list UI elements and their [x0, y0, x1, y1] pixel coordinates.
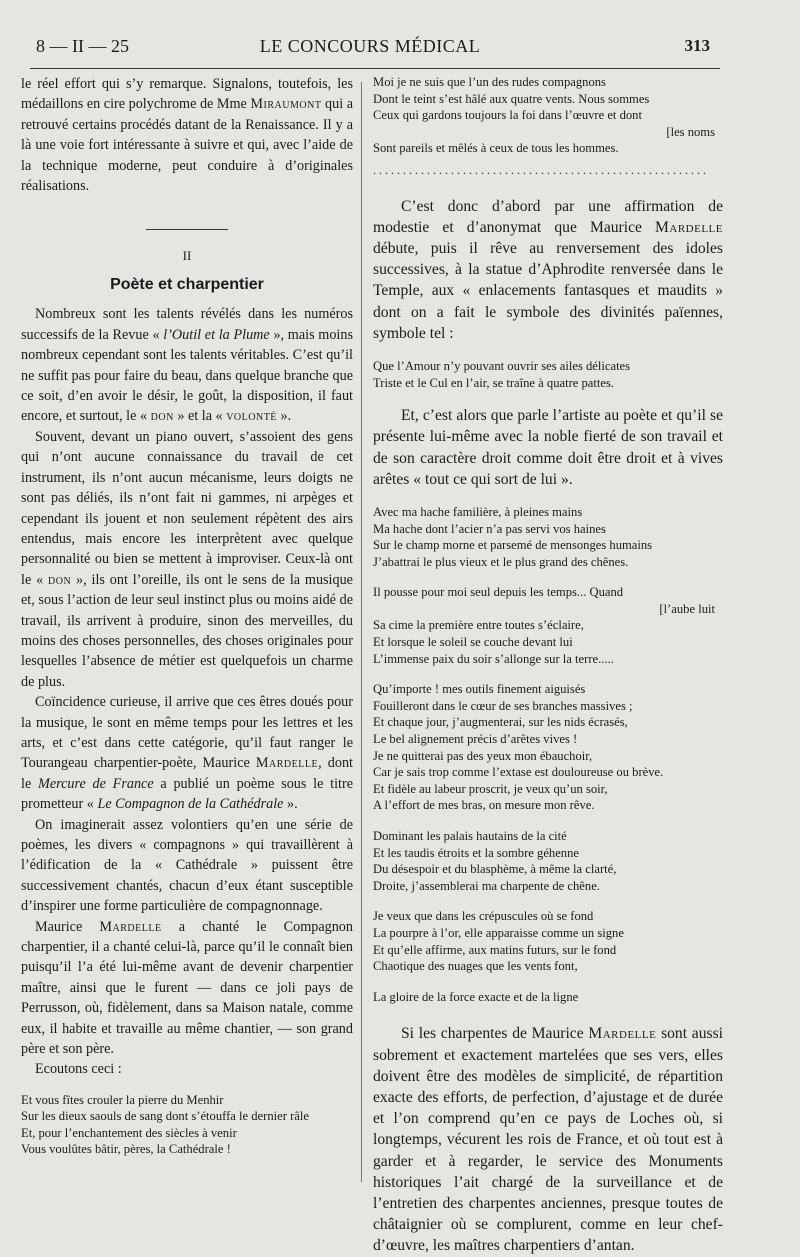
verse-line: Et qu’elle affirme, aux matins futurs, sur le fond: [373, 942, 617, 957]
section-title: Poète et charpentier: [110, 276, 264, 294]
verse-menhir: [21, 1092, 353, 1158]
verse-line: Fouilleront dans le cœur de ses branches massives ;: [373, 698, 633, 713]
verse-line: Le bel alignement précis d’arêtes vives !: [373, 732, 578, 747]
verse-line: Du désespoir et du blasphème, à même la clarté,: [373, 862, 617, 877]
issue-date: 8 — II — 25: [36, 36, 129, 56]
verse-gloire: La gloire de la force exacte et de la ligne: [373, 989, 579, 1004]
paragraph-piano: Souvent, devant un piano ouvert, s’assoient des gens qui n’ont aucune connaissance du travail de cet instrument, ils n’ont aucun mécanisme, leurs doigts ne sont pas déliés, ils n’ont fait ni gammes, ni arpèges et cependant ils jouent et non seulement répètent des airs entendus, mais encore les interprètent avec quelque personnalité ou bien se mettent à improviser. Ceux-là ont le « don », ils ont l’oreille, ils ont le sens de la musique et, sous l’action de leur seul instinct plus ou moins aidé de travail, ils arrivent à produire, sinon des merveilles, du moins des choses personnelles, des choses originales pour lesquelles l’absence de métier est quelquefois un charme de plus.: [21, 428, 353, 690]
verse-line: Droite, j’assemblerai ma charpente de chêne.: [373, 878, 600, 893]
verse-line: Et fidèle au labeur proscrit, je veux qu’un soir,: [373, 781, 608, 796]
verse-line: Avec ma hache familière, à pleines mains: [373, 504, 583, 519]
right-column: [373, 74, 723, 1257]
verse-aube: [373, 584, 723, 667]
paragraph-modestie: C’est donc d’abord par une affirmation de modestie et d’anonymat que Maurice Mardelle débute, puis il rêve au renversement des idoles successives, à la statue d’Aphrodite renversée dans le Temple, aux « enlacements fantasques et maudits » dont on a fait le symbole des divinités païennes, symbole tel :: [373, 197, 723, 342]
verse-line: Ma hache dont l’acier n’a pas servi vos haines: [373, 521, 606, 536]
journal-title: LE CONCOURS MÉDICAL: [259, 36, 481, 56]
verse-cite: [373, 828, 723, 894]
verse-line: J’abattrai le plus vieux et le plus grand des chênes.: [373, 554, 629, 569]
verse-line: L’immense paix du soir s’allonge sur la terre.....: [373, 651, 614, 666]
section-separator: [146, 229, 228, 230]
ellipsis-rule: ........................................................: [373, 162, 709, 177]
verse-line-continuation: [l’aube luit: [659, 601, 715, 616]
verse-line: Et lorsque le soleil se couche devant lui: [373, 635, 573, 650]
verse-compagnons: [373, 74, 723, 157]
page-header: [30, 36, 710, 60]
verse-crepuscules: [373, 908, 723, 974]
verse-line: Ceux qui gardons toujours la foi dans l’œuvre et dont: [373, 108, 642, 122]
verse-line: Sont pareils et mêlés à ceux de tous les hommes.: [373, 141, 619, 155]
paragraph-coincidence: Coïncidence curieuse, il arrive que ces êtres doués pour la musique, le sont en même temps pour les lettres et les arts, et c’est dans cette catégorie, qu’il faut ranger le Tourangeau charpentier-poète, Maurice Mardelle, dont le Mercure de France a publié un poème sous le titre prometteur « Le Compagnon de la Cathédrale ».: [21, 694, 353, 813]
verse-line: La pourpre à l’or, elle apparaisse comme un signe: [373, 925, 624, 940]
paragraph-medaillons: le réel effort qui s’y remarque. Signalons, toutefois, les médaillons en cire polychrome de Mme Miraumont qui a retrouvé certains procédés datant de la Renaissance. Il y a là une voie fort intéressante à suivre et qui, avec l’aide de la technique moderne, peut conduire à d’originales réalisations.: [21, 76, 353, 195]
paragraph-compagnons: On imaginerait assez volontiers qu’en une série de poèmes, les divers « compagnons » qui travaillèrent à l’édification de la « Cathédrale » puissent être successivement chantés, chacun d’eux étant susceptible d’inspirer une forme particulière de compagnonnage.: [21, 816, 353, 915]
verse-line: Et vous fîtes crouler la pierre du Menhir: [21, 1092, 224, 1107]
verse-line: Sur le champ morne et parsemé de mensonges humains: [373, 538, 653, 553]
section-number: II: [182, 248, 192, 264]
verse-line: Et chaque jour, j’augmenterai, sur les nids écrasés,: [373, 715, 628, 730]
verse-line: Que l’Amour n’y pouvant ouvrir ses ailes délicates: [373, 358, 631, 373]
verse-line: A l’effort de mes bras, on mesure mon rêve.: [373, 798, 595, 813]
verse-line: Car je sais trop comme l’extase est douloureuse ou brève.: [373, 765, 664, 780]
verse-outils: [373, 681, 723, 814]
verse-line-continuation: [les noms: [666, 124, 715, 139]
paragraph-talents: Nombreux sont les talents révélés dans les numéros successifs de la Revue « l’Outil et la Plume », mais moins nombreux cependant sont les talents véritables. C’est qu’il ne suffit pas pour faire du beau, dans quelque branche que ce soit, d’en avoir le désir, le goût, la disposition, il faut encore, et surtout, le « don » et la « volonté ».: [21, 306, 353, 425]
verse-line: Dont le teint s’est hâlé aux quatre vents. Nous sommes: [373, 91, 650, 106]
verse-line: Et, pour l’enchantement des siècles à venir: [21, 1125, 237, 1140]
verse-amour: [373, 358, 723, 391]
column-rule: [361, 82, 362, 1182]
page-number: 313: [684, 36, 710, 55]
verse-line: Il pousse pour moi seul depuis les temps... Quand: [373, 585, 624, 600]
verse-line: Sur les dieux saouls de sang dont s’étouffa le dernier râle: [21, 1109, 309, 1124]
verse-line: Triste et le Cul en l’air, se traîne à quatre pattes.: [373, 375, 615, 390]
verse-line: Qu’importe ! mes outils finement aiguisés: [373, 682, 586, 697]
verse-line: Chaotique des nuages que les vents font,: [373, 959, 578, 974]
paragraph-charpentes: Si les charpentes de Maurice Mardelle sont aussi sobrement et exactement martelées que ses vers, elles doivent être des modèles de simplicité, de répartition exacte des efforts, de perfection, d’ajustage et de durée et l’on comprend qu’en ce pays de Loches où, si longtemps, vécurent les rois de France, et où tout est à garder et à regarder, le service des Monuments historiques l’ait chargé de la surveillance et de l’entretien des charpentes anciennes, presque toutes de châtaignier où se complurent, comme en leur chef-d’œuvre, les maîtres charpentiers d’antan.: [373, 1025, 723, 1255]
verse-line: Vous voulûtes bâtir, pères, la Cathédrale !: [21, 1142, 231, 1157]
verse-line: Je ne quitterai pas des yeux mon ébauchoir,: [373, 748, 593, 763]
paragraph-charpentier: Maurice Mardelle a chanté le Compagnon charpentier, il a chanté celui-là, parce qu’il le connaît bien puisqu’il l’a été lui-même avant de devenir charpentier maître, ainsi que le furent — dans ce joli pays de Perrusson, où, fidèlement, dans sa Maison natale, comme eux, il habite et travaille au même chantier, — son grand père et son père.: [21, 918, 353, 1058]
verse-hache: [373, 504, 723, 570]
verse-line: Je veux que dans les crépuscules où se fond: [373, 909, 594, 924]
header-rule: [30, 68, 720, 69]
paragraph-artiste: Et, c’est alors que parle l’artiste au poète et qu’il se présente lui-même avec la noble fierté de son travail et de son caractère droit comme doit être droit et à vives arêtes « tout ce qui sort de lui ».: [373, 407, 723, 488]
verse-line: Sa cime la première entre toutes s’éclaire,: [373, 618, 584, 633]
verse-line: Dominant les palais hautains de la cité: [373, 829, 567, 844]
paragraph-ecoutons: Ecoutons ceci :: [35, 1061, 122, 1078]
left-column: [21, 74, 353, 1158]
verse-line: Et les taudis étroits et la sombre géhenne: [373, 845, 579, 860]
verse-line: Moi je ne suis que l’un des rudes compagnons: [373, 75, 606, 89]
